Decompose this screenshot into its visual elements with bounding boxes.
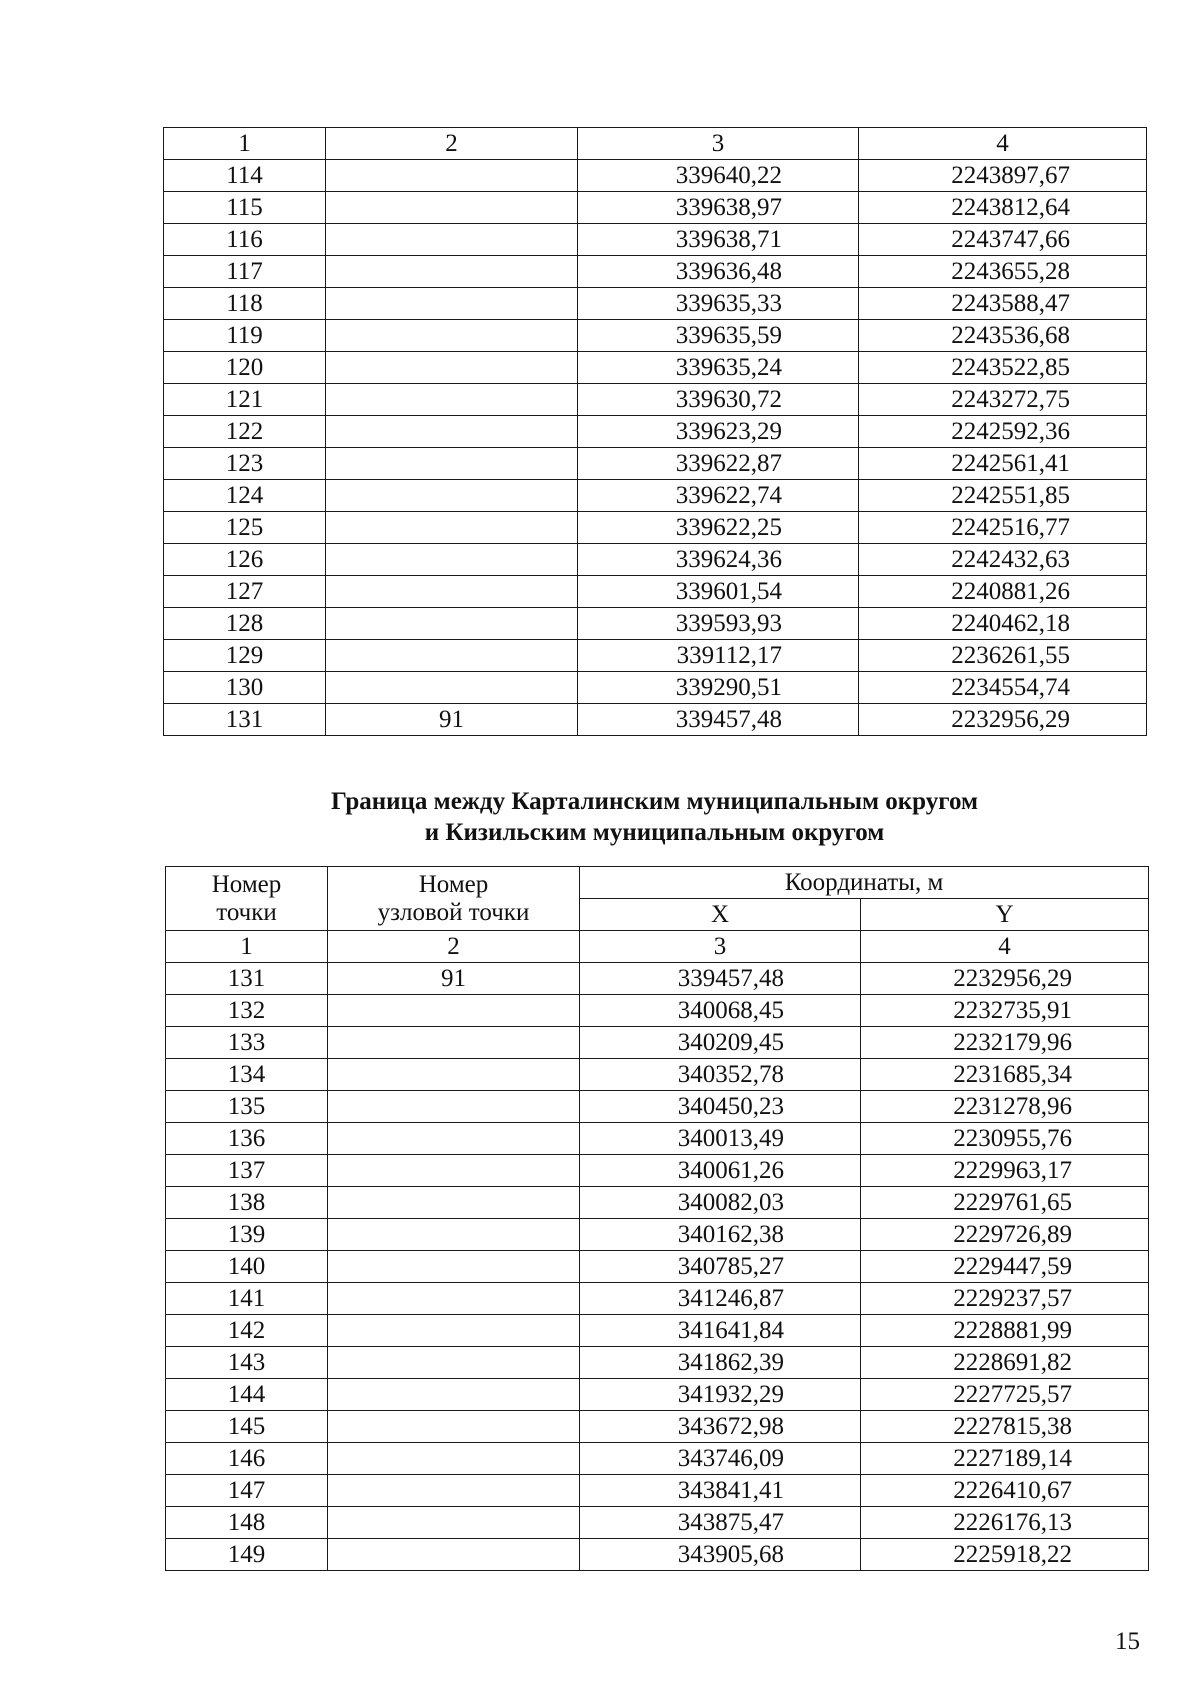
cell-x: 340209,45: [580, 1027, 861, 1059]
cell-y: 2243655,28: [859, 256, 1147, 288]
cell-node-number: 2: [326, 128, 578, 160]
header-coordinates: Координаты, м: [580, 867, 1149, 899]
cell-point-number: 142: [166, 1315, 328, 1347]
table-row: [166, 1539, 1149, 1571]
table-row: [166, 1411, 1149, 1443]
cell-point-number: 127: [164, 576, 326, 608]
cell-y: 2232956,29: [861, 963, 1149, 995]
cell-x: 339635,24: [578, 352, 859, 384]
cell-x: 339638,71: [578, 224, 859, 256]
cell-x: 339636,48: [578, 256, 859, 288]
kizilsky-boundary-points-table: [165, 866, 1149, 1571]
cell-x: 341932,29: [580, 1379, 861, 1411]
cell-point-number: 146: [166, 1443, 328, 1475]
table-row: [166, 1027, 1149, 1059]
cell-point-number: 145: [166, 1411, 328, 1443]
cell-node-number: [328, 1347, 580, 1379]
cell-node-number: [326, 352, 578, 384]
cell-point-number: 126: [164, 544, 326, 576]
cell-x: 343746,09: [580, 1443, 861, 1475]
cell-x: 341246,87: [580, 1283, 861, 1315]
table-row: [166, 1315, 1149, 1347]
cell-node-number: [328, 1475, 580, 1507]
cell-point-number: 130: [164, 672, 326, 704]
cell-point-number: 119: [164, 320, 326, 352]
cell-point-number: 123: [164, 448, 326, 480]
cell-y: 2227725,57: [861, 1379, 1149, 1411]
cell-x: 339601,54: [578, 576, 859, 608]
cell-node-number: [328, 1315, 580, 1347]
cell-x: 340061,26: [580, 1155, 861, 1187]
cell-node-number: [326, 640, 578, 672]
table-row: [164, 224, 1147, 256]
table-row: [166, 1507, 1149, 1539]
cell-point-number: 134: [166, 1059, 328, 1091]
table-row: [166, 1059, 1149, 1091]
cell-y: 2240881,26: [859, 576, 1147, 608]
table-row: [166, 1443, 1149, 1475]
header-node-number: [328, 867, 580, 931]
cell-node-number: [328, 1059, 580, 1091]
table-header: [166, 867, 1149, 931]
cell-node-number: [326, 544, 578, 576]
cell-x: 340082,03: [580, 1187, 861, 1219]
table-row: [164, 576, 1147, 608]
cell-x: 339290,51: [578, 672, 859, 704]
cell-node-number: [326, 672, 578, 704]
table-row: [164, 160, 1147, 192]
cell-node-number: [328, 1411, 580, 1443]
cell-x: 339622,25: [578, 512, 859, 544]
table-row: [166, 1475, 1149, 1507]
cell-x: 339112,17: [578, 640, 859, 672]
section-title-line-1: Граница между Карталинским муниципальным округом: [330, 788, 979, 815]
cell-y: 2229726,89: [861, 1219, 1149, 1251]
table-row: [166, 1347, 1149, 1379]
cell-point-number: 1: [166, 931, 328, 963]
table-row: [164, 192, 1147, 224]
cell-node-number: [328, 1379, 580, 1411]
cell-y: 2229237,57: [861, 1283, 1149, 1315]
cell-y: 4: [859, 128, 1147, 160]
cell-y: 2232179,96: [861, 1027, 1149, 1059]
table-row: [164, 320, 1147, 352]
cell-x: 343672,98: [580, 1411, 861, 1443]
cell-x: 339622,74: [578, 480, 859, 512]
cell-node-number: [328, 1251, 580, 1283]
table-row: [166, 1187, 1149, 1219]
cell-y: 2243747,66: [859, 224, 1147, 256]
header-x: X: [580, 899, 861, 931]
cell-point-number: 131: [166, 963, 328, 995]
cell-y: 2234554,74: [859, 672, 1147, 704]
table-row: [164, 512, 1147, 544]
header-point-number: [166, 867, 328, 931]
cell-y: 2242516,77: [859, 512, 1147, 544]
cell-point-number: 117: [164, 256, 326, 288]
cell-x: 340785,27: [580, 1251, 861, 1283]
cell-node-number: [328, 1187, 580, 1219]
cell-x: 343841,41: [580, 1475, 861, 1507]
cell-point-number: 139: [166, 1219, 328, 1251]
table-row: [166, 1251, 1149, 1283]
cell-x: 340450,23: [580, 1091, 861, 1123]
column-index-row: [164, 128, 1147, 160]
table-row: [164, 256, 1147, 288]
cell-node-number: [326, 256, 578, 288]
cell-node-number: [328, 1027, 580, 1059]
cell-point-number: 138: [166, 1187, 328, 1219]
cell-x: 339635,59: [578, 320, 859, 352]
cell-point-number: 144: [166, 1379, 328, 1411]
boundary-points-table-continued: [163, 127, 1147, 736]
section-title: [163, 786, 1146, 848]
table-row: [166, 1091, 1149, 1123]
cell-x: 3: [580, 931, 861, 963]
cell-y: 2242561,41: [859, 448, 1147, 480]
cell-y: 2236261,55: [859, 640, 1147, 672]
cell-x: 339635,33: [578, 288, 859, 320]
cell-y: 2229963,17: [861, 1155, 1149, 1187]
cell-node-number: [326, 448, 578, 480]
cell-point-number: 149: [166, 1539, 328, 1571]
header-point-number-label: Номер точки: [211, 870, 282, 926]
cell-x: 339638,97: [578, 192, 859, 224]
table-row: [166, 1123, 1149, 1155]
cell-x: 341862,39: [580, 1347, 861, 1379]
cell-point-number: 120: [164, 352, 326, 384]
cell-y: 2231685,34: [861, 1059, 1149, 1091]
cell-y: 2243536,68: [859, 320, 1147, 352]
cell-x: 340352,78: [580, 1059, 861, 1091]
cell-y: 2232956,29: [859, 704, 1147, 736]
cell-y: 2229447,59: [861, 1251, 1149, 1283]
cell-x: 339630,72: [578, 384, 859, 416]
cell-point-number: 132: [166, 995, 328, 1027]
cell-x: 339457,48: [580, 963, 861, 995]
cell-point-number: 147: [166, 1475, 328, 1507]
table-body: [166, 931, 1149, 1571]
cell-y: 2227815,38: [861, 1411, 1149, 1443]
cell-node-number: [326, 480, 578, 512]
cell-y: 2243522,85: [859, 352, 1147, 384]
cell-y: 2225918,22: [861, 1539, 1149, 1571]
cell-node-number: [328, 1539, 580, 1571]
cell-point-number: 1: [164, 128, 326, 160]
cell-y: 2242432,63: [859, 544, 1147, 576]
cell-node-number: [326, 320, 578, 352]
table-row: [164, 352, 1147, 384]
cell-point-number: 135: [166, 1091, 328, 1123]
cell-y: 2232735,91: [861, 995, 1149, 1027]
table-row: [164, 544, 1147, 576]
cell-point-number: 122: [164, 416, 326, 448]
cell-node-number: [328, 1123, 580, 1155]
table-row: [166, 1155, 1149, 1187]
cell-point-number: 148: [166, 1507, 328, 1539]
cell-y: 2242592,36: [859, 416, 1147, 448]
cell-y: 2228691,82: [861, 1347, 1149, 1379]
header-y: Y: [861, 899, 1149, 931]
cell-x: 339593,93: [578, 608, 859, 640]
table-row: [166, 995, 1149, 1027]
table-row: [166, 1283, 1149, 1315]
cell-x: 3: [578, 128, 859, 160]
cell-point-number: 125: [164, 512, 326, 544]
cell-y: 2243588,47: [859, 288, 1147, 320]
cell-x: 343875,47: [580, 1507, 861, 1539]
cell-x: 339640,22: [578, 160, 859, 192]
cell-point-number: 143: [166, 1347, 328, 1379]
cell-node-number: [326, 576, 578, 608]
cell-node-number: [326, 384, 578, 416]
cell-node-number: [326, 608, 578, 640]
table-row: [166, 963, 1149, 995]
cell-y: 2226410,67: [861, 1475, 1149, 1507]
cell-node-number: [328, 995, 580, 1027]
cell-point-number: 118: [164, 288, 326, 320]
cell-node-number: [326, 224, 578, 256]
cell-y: 2228881,99: [861, 1315, 1149, 1347]
cell-x: 341641,84: [580, 1315, 861, 1347]
table-row: [166, 1379, 1149, 1411]
cell-node-number: [326, 416, 578, 448]
cell-node-number: [326, 192, 578, 224]
table-row: [164, 416, 1147, 448]
cell-y: 2231278,96: [861, 1091, 1149, 1123]
cell-node-number: [328, 1283, 580, 1315]
cell-node-number: [326, 512, 578, 544]
cell-node-number: [328, 1443, 580, 1475]
table-row: [164, 672, 1147, 704]
cell-node-number: 2: [328, 931, 580, 963]
cell-point-number: 136: [166, 1123, 328, 1155]
cell-y: 2229761,65: [861, 1187, 1149, 1219]
cell-point-number: 137: [166, 1155, 328, 1187]
cell-x: 340013,49: [580, 1123, 861, 1155]
cell-node-number: [328, 1155, 580, 1187]
cell-y: 4: [861, 931, 1149, 963]
cell-x: 343905,68: [580, 1539, 861, 1571]
cell-node-number: [328, 1091, 580, 1123]
cell-y: 2227189,14: [861, 1443, 1149, 1475]
cell-node-number: [328, 1219, 580, 1251]
cell-node-number: [326, 160, 578, 192]
table-row: [164, 704, 1147, 736]
cell-y: 2226176,13: [861, 1507, 1149, 1539]
header-node-number-label: Номер узловой точки: [377, 870, 530, 926]
cell-y: 2243272,75: [859, 384, 1147, 416]
cell-node-number: [328, 1507, 580, 1539]
cell-point-number: 114: [164, 160, 326, 192]
table-row: [164, 384, 1147, 416]
cell-point-number: 115: [164, 192, 326, 224]
table-row: [164, 480, 1147, 512]
cell-y: 2230955,76: [861, 1123, 1149, 1155]
cell-y: 2242551,85: [859, 480, 1147, 512]
cell-x: 340162,38: [580, 1219, 861, 1251]
cell-point-number: 116: [164, 224, 326, 256]
cell-x: 339457,48: [578, 704, 859, 736]
cell-node-number: 91: [328, 963, 580, 995]
cell-y: 2243812,64: [859, 192, 1147, 224]
cell-y: 2240462,18: [859, 608, 1147, 640]
table-row: [164, 448, 1147, 480]
cell-point-number: 128: [164, 608, 326, 640]
table-row: [164, 288, 1147, 320]
page-number: 15: [1115, 1628, 1140, 1655]
cell-node-number: 91: [326, 704, 578, 736]
cell-point-number: 141: [166, 1283, 328, 1315]
cell-node-number: [326, 288, 578, 320]
cell-x: 340068,45: [580, 995, 861, 1027]
cell-y: 2243897,67: [859, 160, 1147, 192]
cell-point-number: 131: [164, 704, 326, 736]
cell-x: 339623,29: [578, 416, 859, 448]
table-row: [164, 640, 1147, 672]
cell-point-number: 121: [164, 384, 326, 416]
cell-point-number: 129: [164, 640, 326, 672]
section-title-line-2: и Кизильским муниципальным округом: [424, 819, 885, 846]
column-index-row: [166, 931, 1149, 963]
table-row: [164, 608, 1147, 640]
cell-point-number: 140: [166, 1251, 328, 1283]
table-body: [164, 128, 1147, 736]
cell-x: 339622,87: [578, 448, 859, 480]
cell-point-number: 124: [164, 480, 326, 512]
table-row: [166, 1219, 1149, 1251]
cell-point-number: 133: [166, 1027, 328, 1059]
cell-x: 339624,36: [578, 544, 859, 576]
